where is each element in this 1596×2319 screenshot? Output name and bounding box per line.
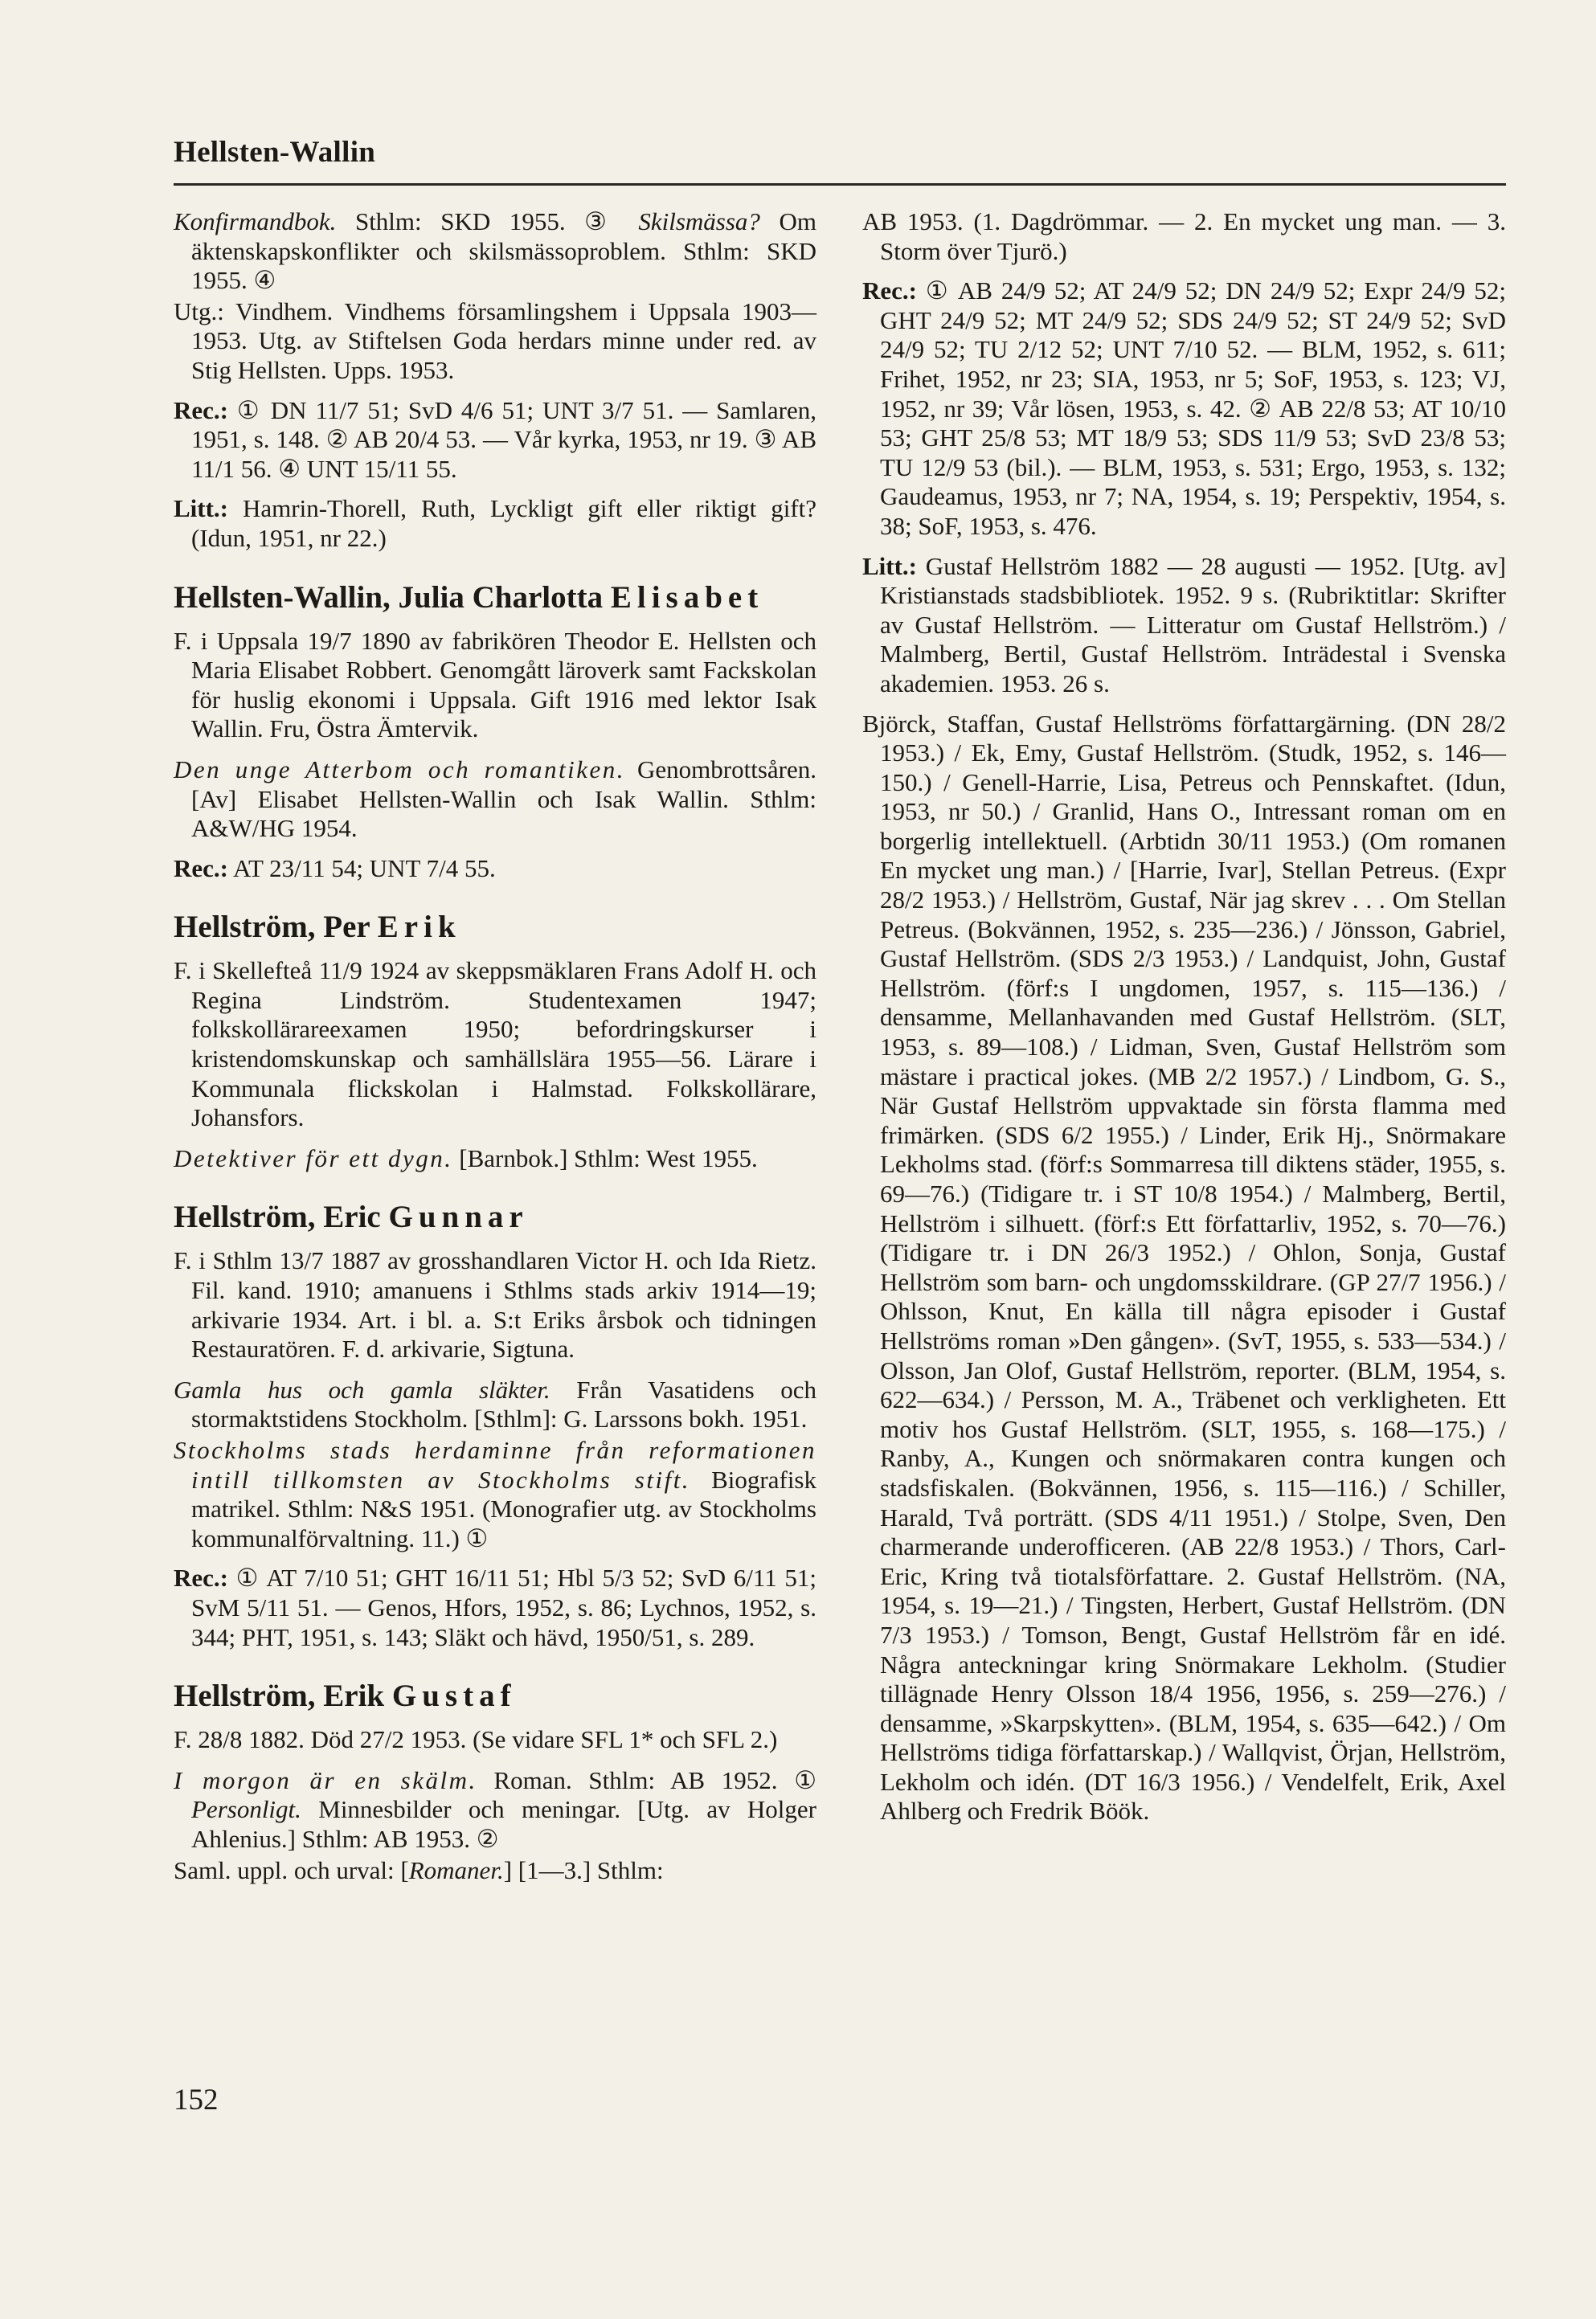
biography: F. i Uppsala 19/7 1890 av fabrikören Theodor E. Hellsten och Maria Elisabet Robbert. Genomgått läroverk samt Fackskolan för huslig ekonomi i Uppsala. Gift 1916 med lektor Isak Wallin. Fru, Östra Ämtervik. [174,626,816,743]
paragraph [174,1856,816,1886]
text: Genombrottsåren. [Av] Elisabet Hellsten-Wallin och Isak Wallin. Sthlm: A&W/HG 1954. [191,755,816,843]
entry-heading [174,1200,816,1235]
text: ① DN 11/7 51; SvD 4/6 51; UNT 3/7 51. — Samlaren, 1951, s. 148. ② AB 20/4 53. — Vår kyrka, 1953, nr 19. ③ AB 11/1 56. ④ UNT 15/11 55. [191,395,816,483]
given-name: Gunnar [388,1200,529,1235]
paragraph [862,552,1506,699]
paragraph [174,1766,816,1855]
work-title: I morgon är en skälm. [174,1765,477,1794]
work-title: Den unge Atterbom och romantiken. [174,755,625,783]
paragraph [174,494,816,553]
paragraph [174,854,816,884]
text: ① AT 7/10 51; GHT 16/11 51; Hbl 5/3 52; SvD 6/11 51; SvM 5/11 51. — Genos, Hfors, 1952, s. 86; Lychnos, 1952, s. 344; PHT, 1951, s. 143; Släkt och hävd, 1950/51, s. 289. [191,1564,816,1651]
text: AT 23/11 54; UNT 7/4 55. [227,853,496,882]
right-column [862,207,1506,1837]
given-name: Gustaf [391,1679,517,1714]
paragraph: Utg.: Vindhem. Vindhems församlingshem i Uppsala 1903—1953. Utg. av Stiftelsen Goda herdars minne under red. av Stig Hellsten. Upps. 1953. [174,297,816,384]
header-rule [174,183,1506,186]
paragraph [174,755,816,844]
left-column [174,207,816,1887]
running-head: Hellsten-Wallin [174,136,376,169]
text: Biografisk matrikel. Sthlm: N&S 1951. (Monografier utg. av Stockholms kommunalförvaltning. 11.) ① [191,1465,816,1552]
biography: F. i Skellefteå 11/9 1924 av skeppsmäklaren Frans Adolf H. och Regina Lindström. Studentexamen 1947; folkskollärareexamen 1950; befordringskurser i kristendomskunskap och samhällslära 1955—56. Lärare i Kommunala flickskolan i Halmstad. Folkskollärare, Johansfors. [174,956,816,1132]
paragraph [174,207,816,296]
paragraph [174,1564,816,1652]
entry-heading [174,1679,816,1714]
text: ① AB 24/9 52; AT 24/9 52; DN 24/9 52; Expr 24/9 52; GHT 24/9 52; MT 24/9 52; SDS 24/9 52; ST 24/9 52; SvD 24/9 52; TU 2/12 52; UNT 7/10 52. — BLM, 1952, s. 611; Frihet, 1952, nr 23; SIA, 1953, nr 5; SoF, 1953, s. 123; VJ, 1952, nr 39; Vår lösen, 1953, s. 42. ② AB 22/8 53; AT 10/10 53; GHT 25/8 53; MT 18/9 53; SDS 11/9 53; SvD 23/8 53; TU 12/9 53 (bil.). — BLM, 1953, s. 531; Ergo, 1953, s. 132; Gaudeamus, 1953, nr 7; NA, 1954, s. 19; Perspektiv, 1954, s. 38; SoF, 1953, s. 476. [880,276,1506,540]
label: Rec.: [174,1564,228,1593]
paragraph: Björck, Staffan, Gustaf Hellströms författargärning. (DN 28/2 1953.) / Ek, Emy, Gustaf Hellström. (Studk, 1952, s. 146—150.) / Genell-Harrie, Lisa, Petreus och Pennskaftet. (Idun, 1953, nr 50.) / Granlid, Hans O., Intressant roman om en borgerlig intellektuell. (Arbtidn 30/11 1953.) (Om romanen En mycket ung man.) / [Harrie, Ivar], Stellan Petreus. (Expr 28/2 1953.) / Hellström, Gustaf, När jag skrev . . . Om Stellan Petreus. (Bokvännen, 1952, s. 235—236.) / Jönsson, Gabriel, Gustaf Hellström. (SDS 2/3 1953.) / Landquist, John, Gustaf Hellström. (förf:s I ungdomen, 1957, s. 115—136.) / densamme, Mellanhavanden med Gustaf Hellström. (SLT, 1953, s. 89—108.) / Lidman, Sven, Gustaf Hellström som mästare i practical jokes. (MB 2/2 1957.) / Lindbom, G. S., När Gustaf Hellström uppvaktade sin första flamma med frimärken. (SDS 6/2 1955.) / Linder, Erik Hj., Snörmakare Lekholms stad. (förf:s Sommarresa till diktens städer, 1955, s. 69—76.) (Tidigare tr. i ST 10/8 1954.) / Malmberg, Bertil, Hellström i silhuett. (förf:s Ett författarliv, 1952, s. 70—76.) (Tidigare tr. i DN 26/3 1952.) / Ohlon, Sonja, Gustaf Hellström som barn- och ungdomsskildrare. (GP 27/7 1956.) / Ohlsson, Knut, En källa till några episoder i Gustaf Hellströms roman »Den gången». (SvT, 1955, s. 533—534.) / Olsson, Jan Olof, Gustaf Hellström, reporter. (BLM, 1954, s. 622—634.) / Persson, M. A., Träbenet och verkligheten. Ett motiv hos Gustaf Hellström. (SLT, 1955, s. 168—175.) / Ranby, A., Kungen och snörmakaren contra kungen och stadsfiskalen. (Bokvännen, 1956, s. 115—116.) / Schiller, Harald, Två porträtt. (SDS 4/11 1951.) / Stolpe, Sven, Den charmerande underofficeren. (AB 22/8 1953.) / Thors, Carl-Eric, Kring två tiotalsförfattare. 2. Gustaf Hellström. (NA, 1954, s. 19—21.) / Tingsten, Herbert, Gustaf Hellström. (DN 7/3 1953.) / Tomson, Bengt, Gustaf Hellström får en idé. Några anteckningar kring Snörmakare Lekholm. (Studier tillägnade Henry Olsson 18/4 1956, 1956, s. 259—276.) / densamme, »Skarpskytten». (BLM, 1954, s. 635—642.) / Om Hellströms tidiga författarskap.) / Wallqvist, Örjan, Hellström, Lekholm och idén. (DT 16/3 1956.) / Vendelfelt, Erik, Axel Ahlberg och Fredrik Böök. [862,709,1506,1826]
paragraph: AB 1953. (1. Dagdrömmar. — 2. En mycket ung man. — 3. Storm över Tjurö.) [862,207,1506,265]
text: Roman. Sthlm: AB 1952. ① [477,1765,816,1794]
biography: F. i Sthlm 13/7 1887 av grosshandlaren Victor H. och Ida Rietz. Fil. kand. 1910; amanuens i Sthlms stads arkiv 1914—19; arkivarie 1934. Art. i bl. a. S:t Eriks årsbok och tidningen Restauratören. F. d. arkivarie, Sigtuna. [174,1246,816,1364]
work-title: Stockholms stads herdaminne från reformationen intill tillkomsten av Stockholms stift. [174,1436,816,1494]
page-number: 152 [174,2084,219,2117]
text: Saml. uppl. och urval: [ [174,1855,409,1884]
text: Hamrin-Thorell, Ruth, Lyckligt gift eller riktigt gift? (Idun, 1951, nr 22.) [191,494,816,552]
surname: Hellström, Erik [174,1679,392,1714]
biography: F. 28/8 1882. Död 27/2 1953. (Se vidare SFL 1* och SFL 2.) [174,1725,778,1754]
text: Från Vasatidens och stormaktstidens Stockholm. [Sthlm]: G. Larssons bokh. 1951. [191,1375,817,1434]
work-title: Gamla hus och gamla släkter. [174,1375,550,1404]
work-title: Konfirmandbok. [174,207,337,235]
label: Litt.: [174,494,229,523]
entry-heading [174,910,816,945]
label: Rec.: [174,395,228,424]
label: Rec.: [174,853,228,882]
work-title: Personligt. [191,1795,301,1824]
work-title: Detektiver för ett dygn. [174,1143,453,1172]
text: [Barnbok.] Sthlm: West 1955. [452,1143,758,1172]
label: Litt.: [862,551,918,580]
surname: Hellström, Eric [174,1200,389,1235]
text: ] [1—3.] Sthlm: [503,1855,664,1884]
text: Sthlm: SKD 1955. ③ [336,207,639,235]
paragraph [862,276,1506,541]
paragraph [174,1436,816,1553]
work-title: Skilsmässa? [638,207,760,235]
given-name: Erik [377,910,461,945]
work-title: Romaner. [408,1855,504,1884]
paragraph [174,1144,816,1174]
label: Rec.: [862,276,917,305]
text: Minnesbilder och meningar. [Utg. av Holger Ahlenius.] Sthlm: AB 1953. ② [191,1795,816,1853]
text: Om äktenskapskonflikter och skilsmässoproblem. Sthlm: SKD 1955. ④ [191,207,816,295]
paragraph [174,396,816,485]
given-name: Elisabet [610,579,764,615]
surname: Hellström, Per [174,910,378,945]
entry-heading [174,580,816,616]
surname: Hellsten-Wallin, Julia Charlotta [174,579,611,615]
paragraph [174,1376,816,1434]
text: Gustaf Hellström 1882 — 28 augusti — 1952. [Utg. av] Kristianstads stadsbibliotek. 1952. 9 s. (Rubriktitlar: Skrifter av Gustaf Hellström. — Litteratur om Gustaf Hellström.) / Malmberg, Bertil, Gustaf Hellström. Inträdestal i Svenska akademien. 1953. 26 s. [880,551,1506,697]
